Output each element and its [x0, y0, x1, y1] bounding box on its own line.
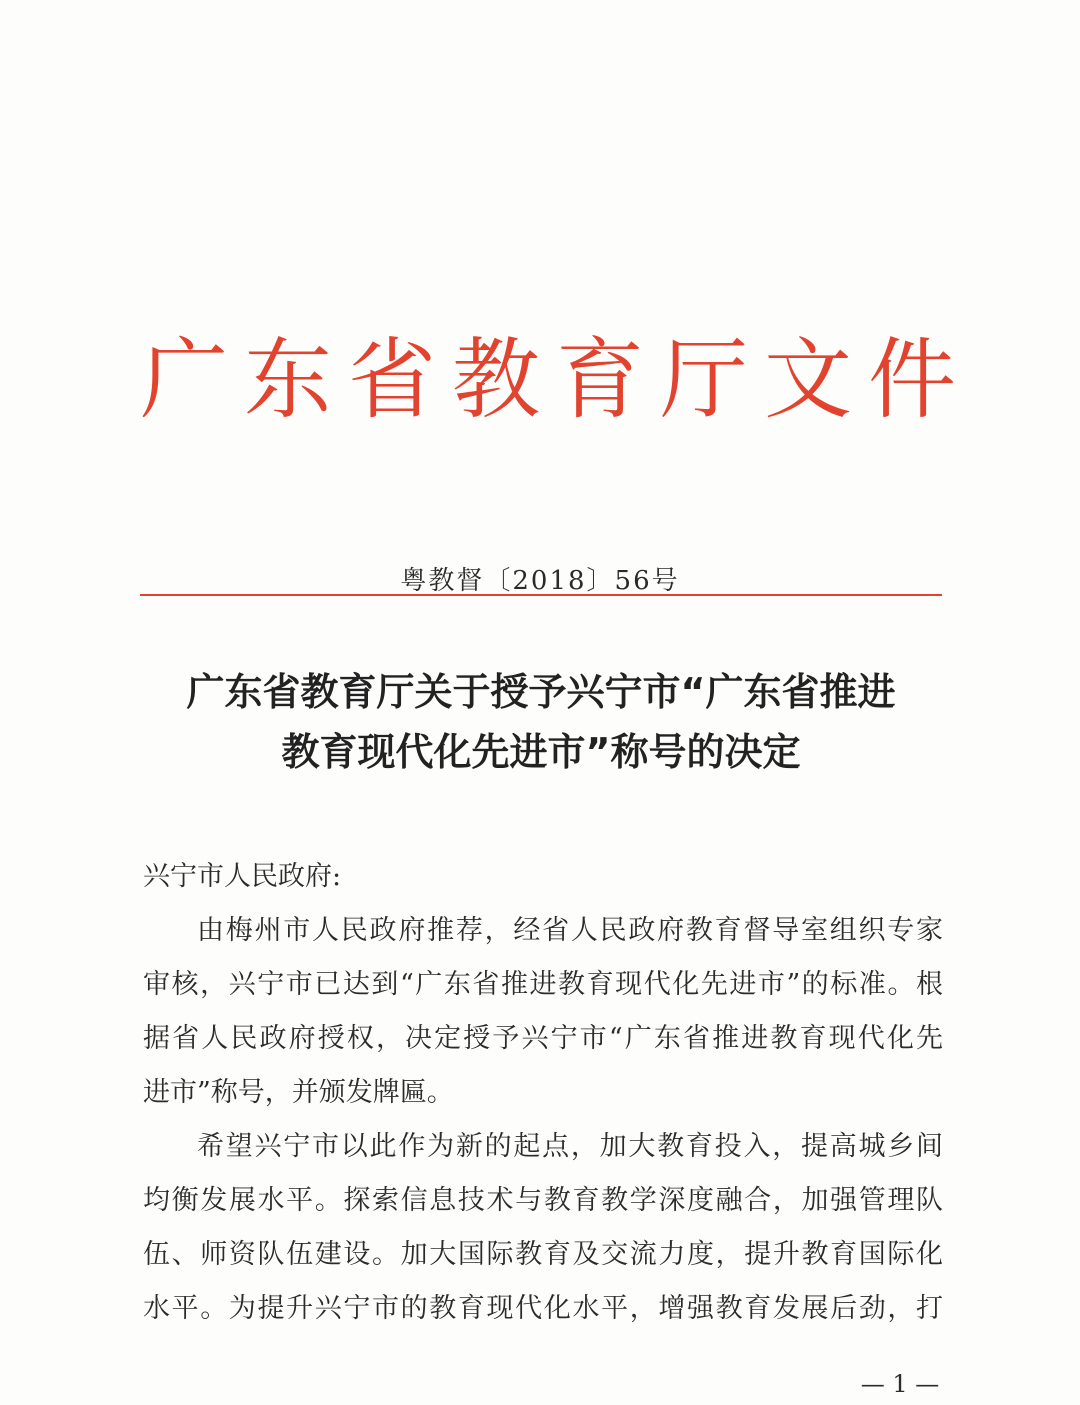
- paragraph-1-line-4: 进市”称号，并颁发牌匾。: [143, 1077, 454, 1108]
- paragraph-1-line-3: 据省人民政府授权，决定授予兴宁市“广东省推进教育现代化先: [143, 1023, 943, 1054]
- page-number: — 1 —: [860, 1370, 940, 1398]
- document-title: [140, 662, 942, 782]
- title-line-1: 广东省教育厅关于授予兴宁市“广东省推进: [186, 670, 896, 714]
- paragraph-1-line-1: 由梅州市人民政府推荐，经省人民政府教育督导室组织专家: [197, 915, 943, 946]
- document-body: [143, 850, 943, 1336]
- paragraph-2-line-2: 均衡发展水平。探索信息技术与教育教学深度融合，加强管理队: [143, 1185, 943, 1216]
- title-line-2: 教育现代化先进市”称号的决定: [281, 730, 801, 774]
- paragraph-2-line-4: 水平。为提升兴宁市的教育现代化水平，增强教育发展后劲，打: [143, 1293, 943, 1324]
- addressee: 兴宁市人民政府:: [143, 861, 342, 892]
- paragraph-1-line-2: 审核，兴宁市已达到“广东省推进教育现代化先进市”的标准。根: [143, 969, 943, 1000]
- red-divider-line: [140, 594, 942, 596]
- paragraph-2-line-3: 伍、师资队伍建设。加大国际教育及交流力度，提升教育国际化: [143, 1239, 943, 1270]
- document-number: 粤教督〔2018〕56号: [400, 566, 680, 596]
- document-masthead: 广东省教育厅文件: [140, 328, 973, 431]
- paragraph-2-line-1: 希望兴宁市以此作为新的起点，加大教育投入，提高城乡间: [197, 1131, 943, 1162]
